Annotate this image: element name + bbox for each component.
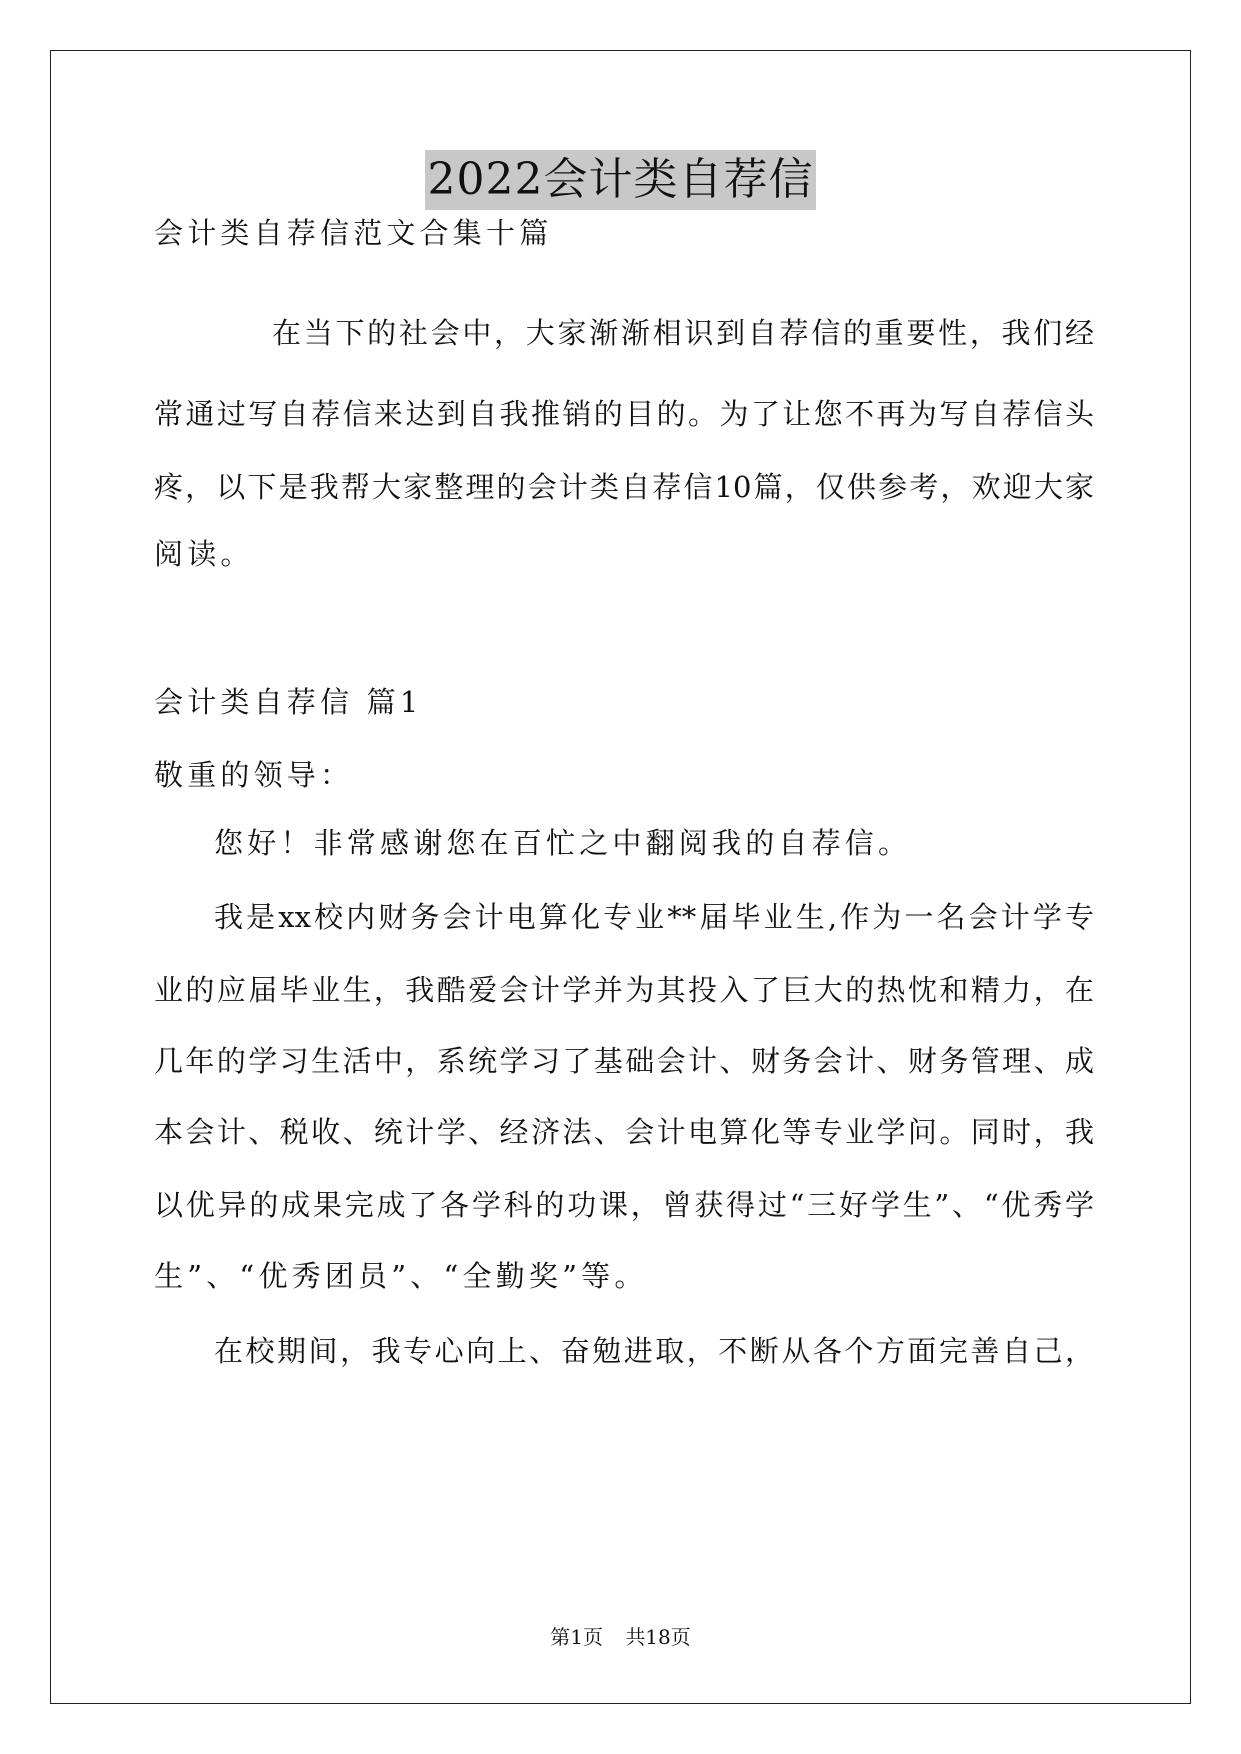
intro-line: 疼，以下是我帮大家整理的会计类自荐信10篇，仅供参考，欢迎大家 xyxy=(154,470,1094,504)
paragraph-line: 以优异的成果完成了各学科的功课，曾获得过“三好学生”、“优秀学 xyxy=(154,1188,1094,1222)
paragraph-line: 业的应届毕业生，我酷爱会计学并为其投入了巨大的热忱和精力，在 xyxy=(154,973,1094,1007)
paragraph-line: 我是xx校内财务会计电算化专业**届毕业生,作为一名会计学专 xyxy=(214,900,1094,934)
page-frame xyxy=(50,50,1191,1704)
paragraph-line: 本会计、税收、统计学、经济法、会计电算化等专业学问。同时，我 xyxy=(154,1115,1094,1149)
total-pages: 共18页 xyxy=(625,1625,691,1649)
paragraph-line: 生”、“优秀团员”、“全勤奖”等。 xyxy=(154,1259,648,1293)
salutation: 敬重的领导： xyxy=(154,758,354,792)
document-title: 2022会计类自荐信 xyxy=(425,150,817,210)
intro-line: 阅读。 xyxy=(154,537,254,571)
page-footer xyxy=(0,1624,1241,1650)
page-number: 第1页 xyxy=(550,1625,603,1649)
intro-line: 在当下的社会中，大家渐渐相识到自荐信的重要性，我们经 xyxy=(272,316,1094,350)
paragraph-line: 在校期间，我专心向上、奋勉进取，不断从各个方面完善自己， xyxy=(214,1334,1094,1368)
paragraph-line: 几年的学习生活中，系统学习了基础会计、财务会计、财务管理、成 xyxy=(154,1044,1094,1078)
subtitle: 会计类自荐信范文合集十篇 xyxy=(154,216,553,250)
intro-line: 常通过写自荐信来达到自我推销的目的。为了让您不再为写自荐信头 xyxy=(154,397,1094,431)
title-wrap xyxy=(0,150,1241,210)
section-heading: 会计类自荐信 篇1 xyxy=(154,685,423,719)
greeting: 您好！非常感谢您在百忙之中翻阅我的自荐信。 xyxy=(214,826,912,860)
